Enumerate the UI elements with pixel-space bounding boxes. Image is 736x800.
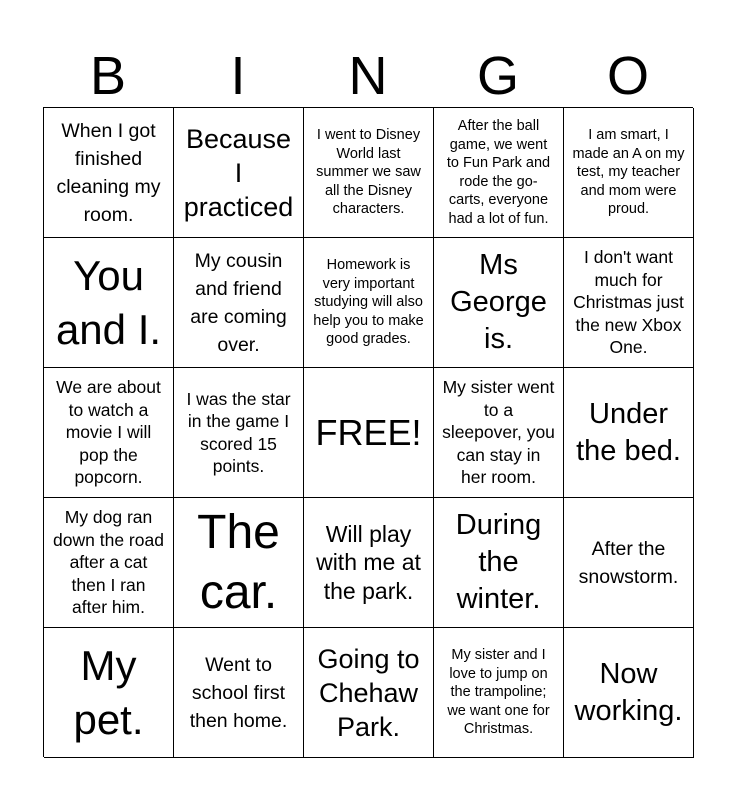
bingo-cell-r1c5[interactable] xyxy=(564,108,694,238)
bingo-cell-r4c5[interactable] xyxy=(564,498,694,628)
bingo-cell-r3c1[interactable] xyxy=(44,368,174,498)
cell-text: I am smart, I made an A on my test, my teacher and mom were proud. xyxy=(572,127,685,218)
cell-text: During the winter. xyxy=(455,509,542,615)
cell-text: Under the bed. xyxy=(576,397,681,467)
cell-text: I don't want much for Christmas just the new Xbox One. xyxy=(573,247,684,358)
bingo-cell-r2c3[interactable] xyxy=(304,238,434,368)
cell-text: We are about to watch a movie I will pop the popcorn. xyxy=(56,377,161,488)
bingo-cell-r1c1[interactable] xyxy=(44,108,174,238)
bingo-grid xyxy=(43,107,693,757)
header-letter-b: B xyxy=(89,46,127,106)
cell-text: Went to school first then home. xyxy=(189,653,288,732)
bingo-cell-r1c3[interactable] xyxy=(304,108,434,238)
cell-text: I was the star in the game I scored 15 points. xyxy=(186,388,291,476)
bingo-cell-r3c4[interactable] xyxy=(434,368,564,498)
cell-text: You and I. xyxy=(55,251,162,353)
bingo-cell-r2c2[interactable] xyxy=(174,238,304,368)
cell-text: When I got finished cleaning my room. xyxy=(56,119,161,226)
header-letter-g: G xyxy=(476,46,519,106)
bingo-cell-r5c5[interactable] xyxy=(564,628,694,758)
cell-text: After the ball game, we went to Fun Park and rode the go-carts, everyone had a lot of fun. xyxy=(446,118,551,227)
bingo-cell-r5c2[interactable] xyxy=(174,628,304,758)
bingo-cell-r3c2[interactable] xyxy=(174,368,304,498)
bingo-cell-r2c5[interactable] xyxy=(564,238,694,368)
header-letter-n: N xyxy=(348,46,388,106)
cell-text: The car. xyxy=(197,505,280,619)
cell-text: Homework is very important studying will also help you to make good grades. xyxy=(313,257,424,348)
cell-text: FREE! xyxy=(315,411,422,453)
cell-text: Going to Chehaw Park. xyxy=(317,643,420,742)
cell-text: My pet. xyxy=(73,641,144,743)
cell-text: Now working. xyxy=(574,657,683,727)
bingo-cell-free[interactable] xyxy=(304,368,434,498)
bingo-cell-r2c4[interactable] xyxy=(434,238,564,368)
cell-text: My dog ran down the road after a cat then I ran after him. xyxy=(53,507,164,618)
bingo-header xyxy=(43,46,693,106)
bingo-cell-r2c1[interactable] xyxy=(44,238,174,368)
bingo-cell-r4c2[interactable] xyxy=(174,498,304,628)
cell-text: My sister went to a sleepover, you can stay in her room. xyxy=(442,377,555,488)
bingo-cell-r5c1[interactable] xyxy=(44,628,174,758)
bingo-cell-r1c2[interactable] xyxy=(174,108,304,238)
cell-text: After the snowstorm. xyxy=(578,537,679,588)
cell-text: I went to Disney World last summer we saw all the Disney characters. xyxy=(316,127,421,218)
bingo-cell-r4c1[interactable] xyxy=(44,498,174,628)
bingo-cell-r3c5[interactable] xyxy=(564,368,694,498)
cell-text: Ms George is. xyxy=(450,249,547,355)
bingo-cell-r4c4[interactable] xyxy=(434,498,564,628)
bingo-cell-r5c3[interactable] xyxy=(304,628,434,758)
bingo-cell-r1c4[interactable] xyxy=(434,108,564,238)
header-letter-o: O xyxy=(606,46,649,106)
bingo-cell-r5c4[interactable] xyxy=(434,628,564,758)
bingo-cell-r4c3[interactable] xyxy=(304,498,434,628)
cell-text: Will play with me at the park. xyxy=(316,520,421,604)
cell-text: My sister and I love to jump on the trampoline; we want one for Christmas. xyxy=(447,647,550,738)
cell-text: My cousin and friend are coming over. xyxy=(190,249,287,356)
header-letter-i: I xyxy=(230,46,246,106)
cell-text: Because I practiced xyxy=(183,123,294,222)
